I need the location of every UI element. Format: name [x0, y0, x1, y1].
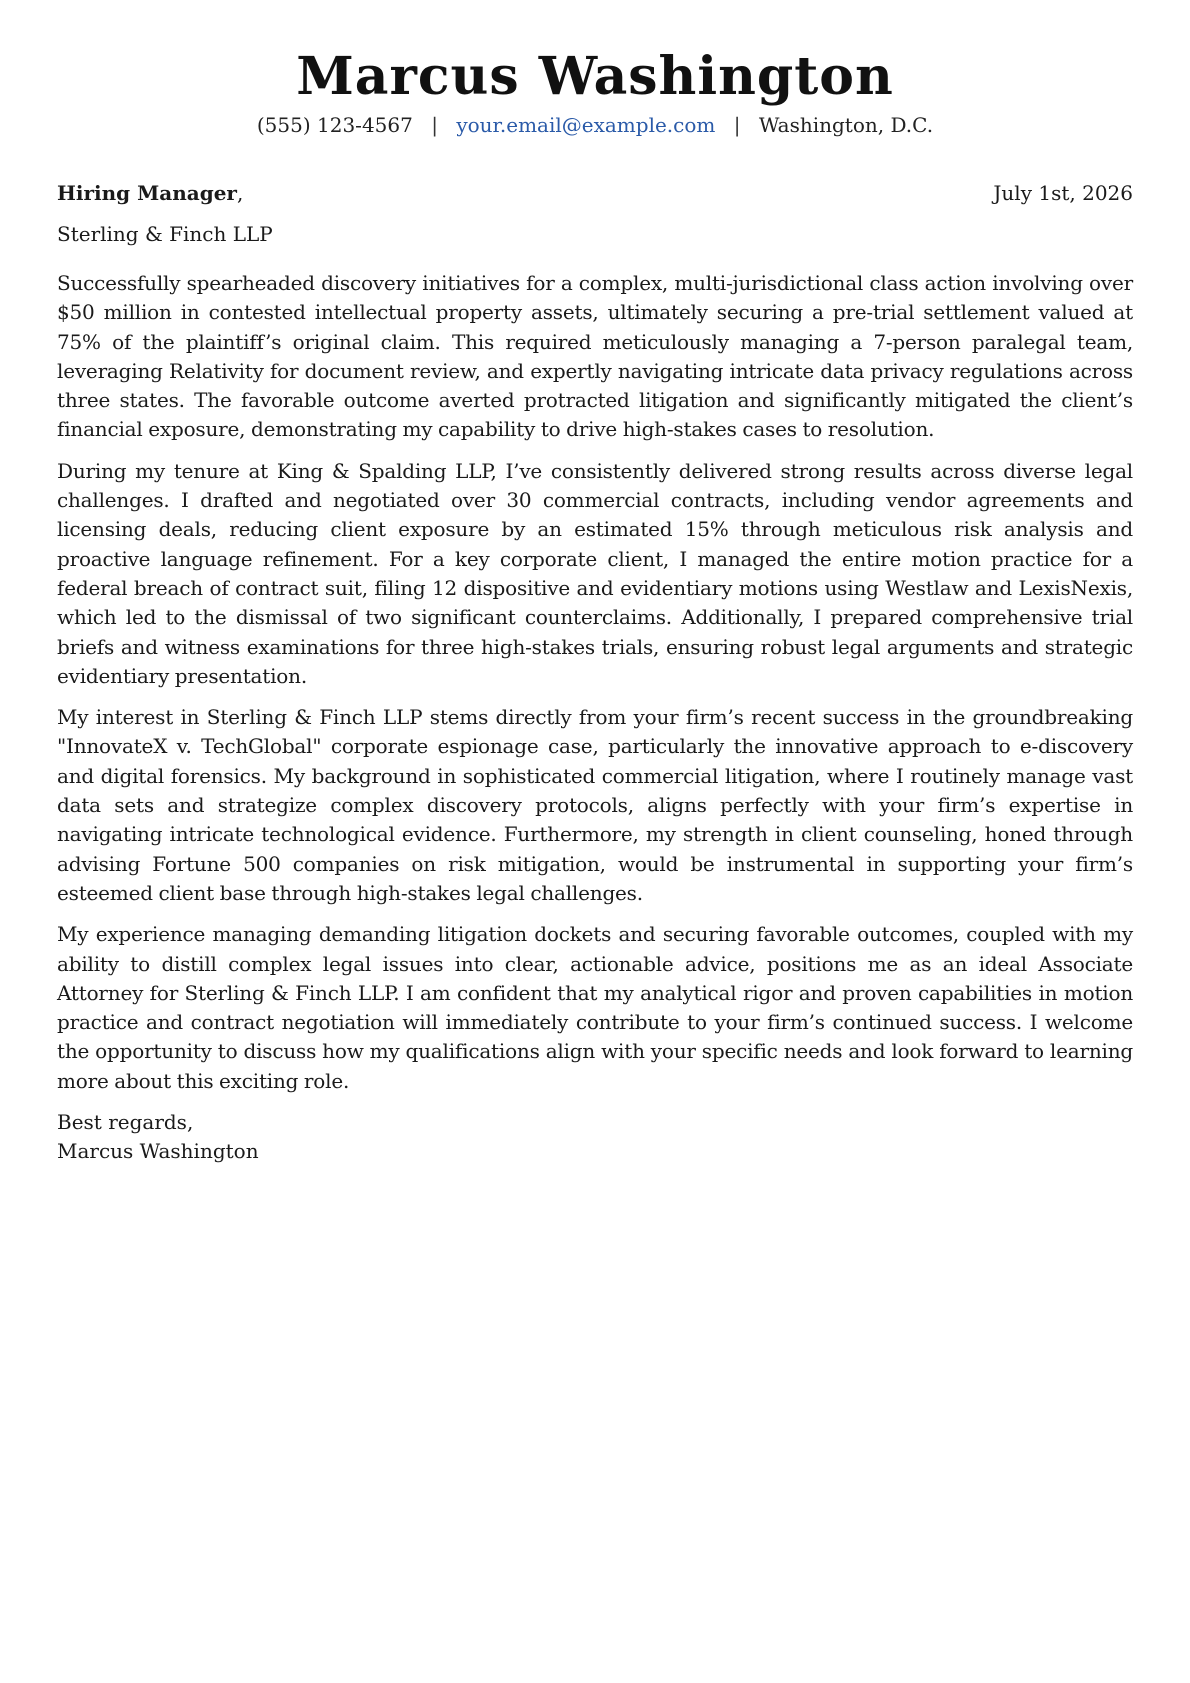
recipient-title: Hiring Manager	[57, 181, 237, 205]
recipient-name	[57, 178, 243, 208]
body-paragraph: During my tenure at King & Spalding LLP, I’ve consistently delivered strong results across diverse legal challenges. I drafted and negotiated over 30 commercial contracts, including vendor agreements and licensing deals, reducing client exposure by an estimated 15% through meticulous risk analysis and proactive language refinement. For a key corporate client, I managed the entire motion practice for a federal breach of contract suit, filing 12 dispositive and evidentiary motions using Westlaw and LexisNexis, which led to the dismissal of two significant counterclaims. Additionally, I prepared comprehensive trial briefs and witness examinations for three high-stakes trials, ensuring robust legal arguments and strategic evidentiary presentation.	[57, 458, 1133, 688]
recipient-date-row	[57, 178, 1133, 208]
contact-separator: |	[733, 113, 741, 137]
phone-number: (555) 123-4567	[256, 113, 413, 137]
email-link[interactable]: your.email@example.com	[456, 113, 716, 137]
contact-line	[57, 112, 1133, 138]
recipient-company: Sterling & Finch LLP	[57, 222, 273, 246]
body-paragraph: My experience managing demanding litigation dockets and securing favorable outcomes, coupled with my ability to distill complex legal issues into clear, actionable advice, positions me as an ideal Associate Attorney for Sterling & Finch LLP. I am confident that my analytical rigor and proven capabilities in motion practice and contract negotiation will immediately contribute to your firm’s continued success. I welcome the opportunity to discuss how my qualifications align with your specific needs and look forward to learning more about this exciting role.	[57, 922, 1133, 1093]
closing-salutation: Best regards,	[57, 1110, 194, 1135]
applicant-name: Marcus Washington	[296, 46, 894, 107]
letter-header	[57, 0, 1133, 138]
closing-signature: Marcus Washington	[57, 1139, 259, 1164]
cover-letter-page	[57, 0, 1133, 1166]
letter-closing	[57, 1108, 1133, 1166]
letter-date: July 1st, 2026	[993, 181, 1133, 205]
location: Washington, D.C.	[758, 113, 934, 137]
contact-separator: |	[431, 113, 438, 137]
recipient-comma: ,	[236, 181, 244, 205]
letter-body	[57, 269, 1133, 1096]
body-paragraph: My interest in Sterling & Finch LLP stems directly from your firm’s recent success in the groundbreaking "InnovateX v. TechGlobal" corporate espionage case, particularly the innovative approach to e-discovery and digital forensics. My background in sophisticated commercial litigation, where I routinely manage vast data sets and strategize complex discovery protocols, aligns perfectly with your firm’s expertise in navigating intricate technological evidence. Furthermore, my strength in client counseling, honed through advising Fortune 500 companies on risk mitigation, would be instrumental in supporting your firm’s esteemed client base through high-stakes legal challenges.	[57, 705, 1133, 905]
body-paragraph: Successfully spearheaded discovery initiatives for a complex, multi-jurisdictional class action involving over $50 million in contested intellectual property assets, ultimately securing a pre-trial settlement valued at 75% of the plaintiff’s original claim. This required meticulously managing a 7-person paralegal team, leveraging Relativity for document review, and expertly navigating intricate data privacy regulations across three states. The favorable outcome averted protracted litigation and significantly mitigated the client’s financial exposure, demonstrating my capability to drive high-stakes cases to resolution.	[57, 271, 1133, 442]
